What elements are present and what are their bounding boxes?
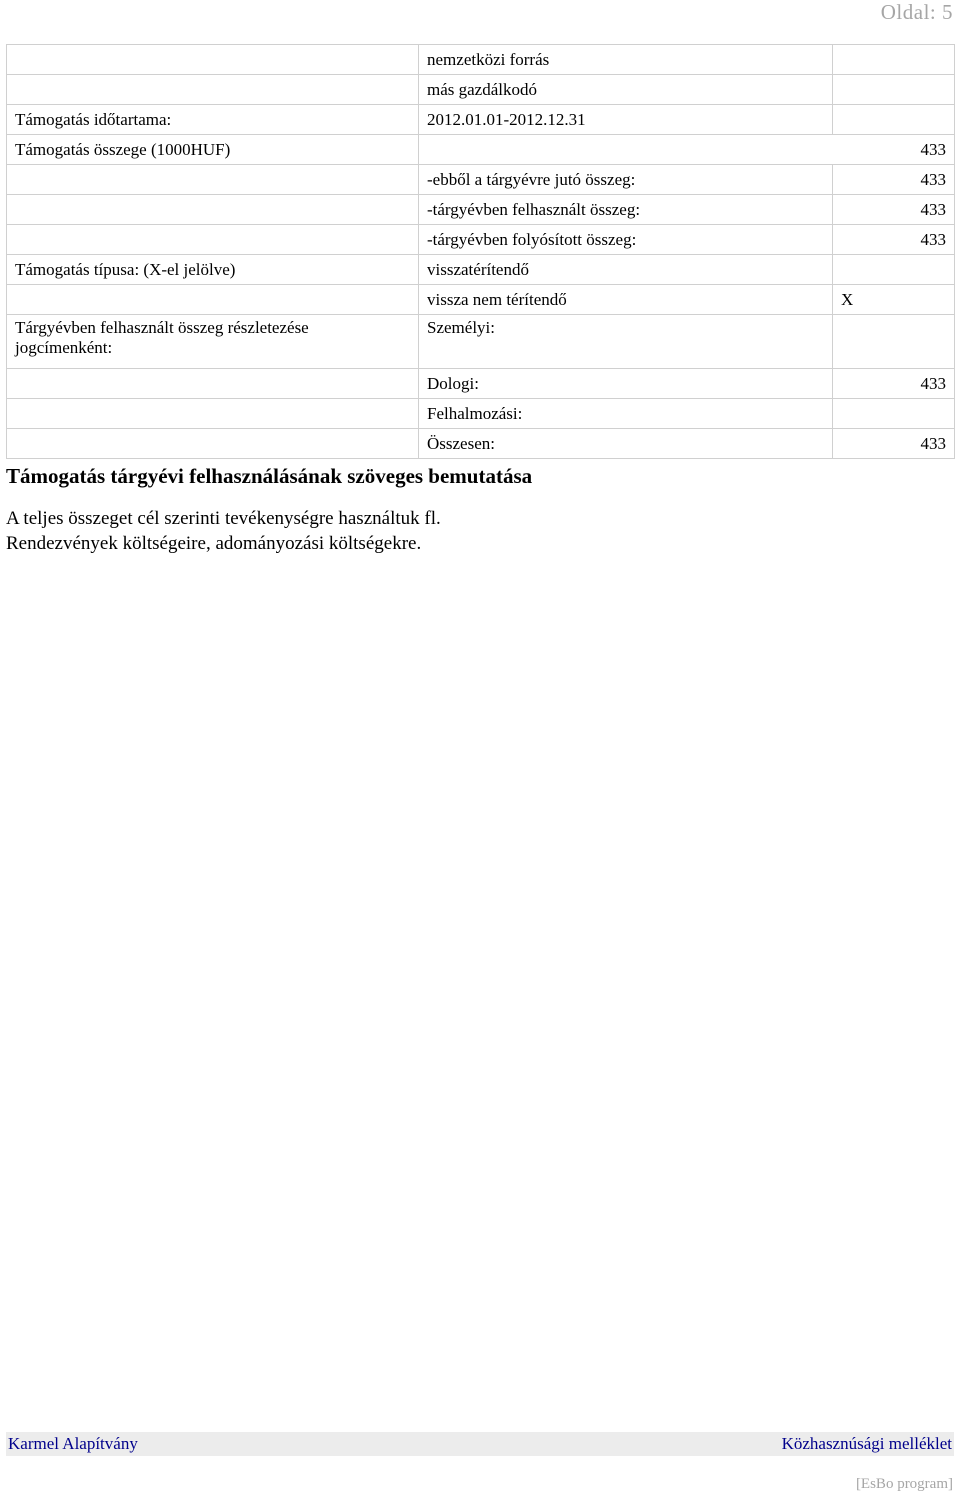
amount-value: 433 — [419, 135, 955, 165]
footer-program: [EsBo program] — [855, 1476, 953, 1492]
paid-label: -tárgyévben folyósított összeg: — [419, 225, 833, 255]
personal-label: Személyi: — [419, 315, 833, 369]
capital-value — [833, 399, 955, 429]
table-row — [7, 315, 955, 369]
grant-details-table — [6, 44, 955, 459]
personal-value — [833, 315, 955, 369]
table-cell — [7, 45, 419, 75]
table-cell — [7, 75, 419, 105]
table-row — [7, 135, 955, 165]
table-row — [7, 255, 955, 285]
type-refundable-mark — [833, 255, 955, 285]
material-value: 433 — [833, 369, 955, 399]
narrative-text — [6, 506, 441, 556]
total-value: 433 — [833, 429, 955, 459]
footer-document-type: Közhasznúsági melléklet — [781, 1434, 952, 1453]
used-label: -tárgyévben felhasznált összeg: — [419, 195, 833, 225]
source-international: nemzetközi forrás — [419, 45, 833, 75]
year-share-label: -ebből a tárgyévre jutó összeg: — [419, 165, 833, 195]
table-row — [7, 399, 955, 429]
type-nonrefundable-mark: X — [833, 285, 955, 315]
table-row — [7, 285, 955, 315]
table-row — [7, 225, 955, 255]
duration-value: 2012.01.01-2012.12.31 — [419, 105, 833, 135]
table-row — [7, 165, 955, 195]
table-cell — [7, 369, 419, 399]
used-value: 433 — [833, 195, 955, 225]
table-cell — [833, 105, 955, 135]
table-cell — [7, 399, 419, 429]
narrative-line: Rendezvények költségeire, adományozási költségekre. — [6, 533, 422, 554]
material-label: Dologi: — [419, 369, 833, 399]
type-nonrefundable: vissza nem térítendő — [419, 285, 833, 315]
table-cell — [7, 225, 419, 255]
section-heading: Támogatás tárgyévi felhasználásának szöveges bemutatása — [6, 464, 533, 488]
table-row — [7, 45, 955, 75]
duration-label: Támogatás időtartama: — [7, 105, 419, 135]
breakdown-label: Tárgyévben felhasznált összeg részletezése jogcímenként: — [7, 315, 419, 369]
total-label: Összesen: — [419, 429, 833, 459]
table-cell — [7, 195, 419, 225]
table-row — [7, 369, 955, 399]
table-row — [7, 75, 955, 105]
narrative-line: A teljes összeget cél szerinti tevékenységre használtuk fl. — [6, 508, 441, 529]
table-row — [7, 429, 955, 459]
table-cell — [7, 429, 419, 459]
table-row — [7, 195, 955, 225]
page-number: Oldal: 5 — [880, 0, 953, 24]
footer-organization: Karmel Alapítvány — [8, 1434, 138, 1453]
capital-label: Felhalmozási: — [419, 399, 833, 429]
table-cell — [7, 165, 419, 195]
table-row — [7, 105, 955, 135]
year-share-value: 433 — [833, 165, 955, 195]
table-cell — [833, 75, 955, 105]
paid-value: 433 — [833, 225, 955, 255]
source-other-org: más gazdálkodó — [419, 75, 833, 105]
footer-bar — [6, 1432, 954, 1456]
table-cell — [833, 45, 955, 75]
type-label: Támogatás típusa: (X-el jelölve) — [7, 255, 419, 285]
amount-label: Támogatás összege (1000HUF) — [7, 135, 419, 165]
type-refundable: visszatérítendő — [419, 255, 833, 285]
table-cell — [7, 285, 419, 315]
